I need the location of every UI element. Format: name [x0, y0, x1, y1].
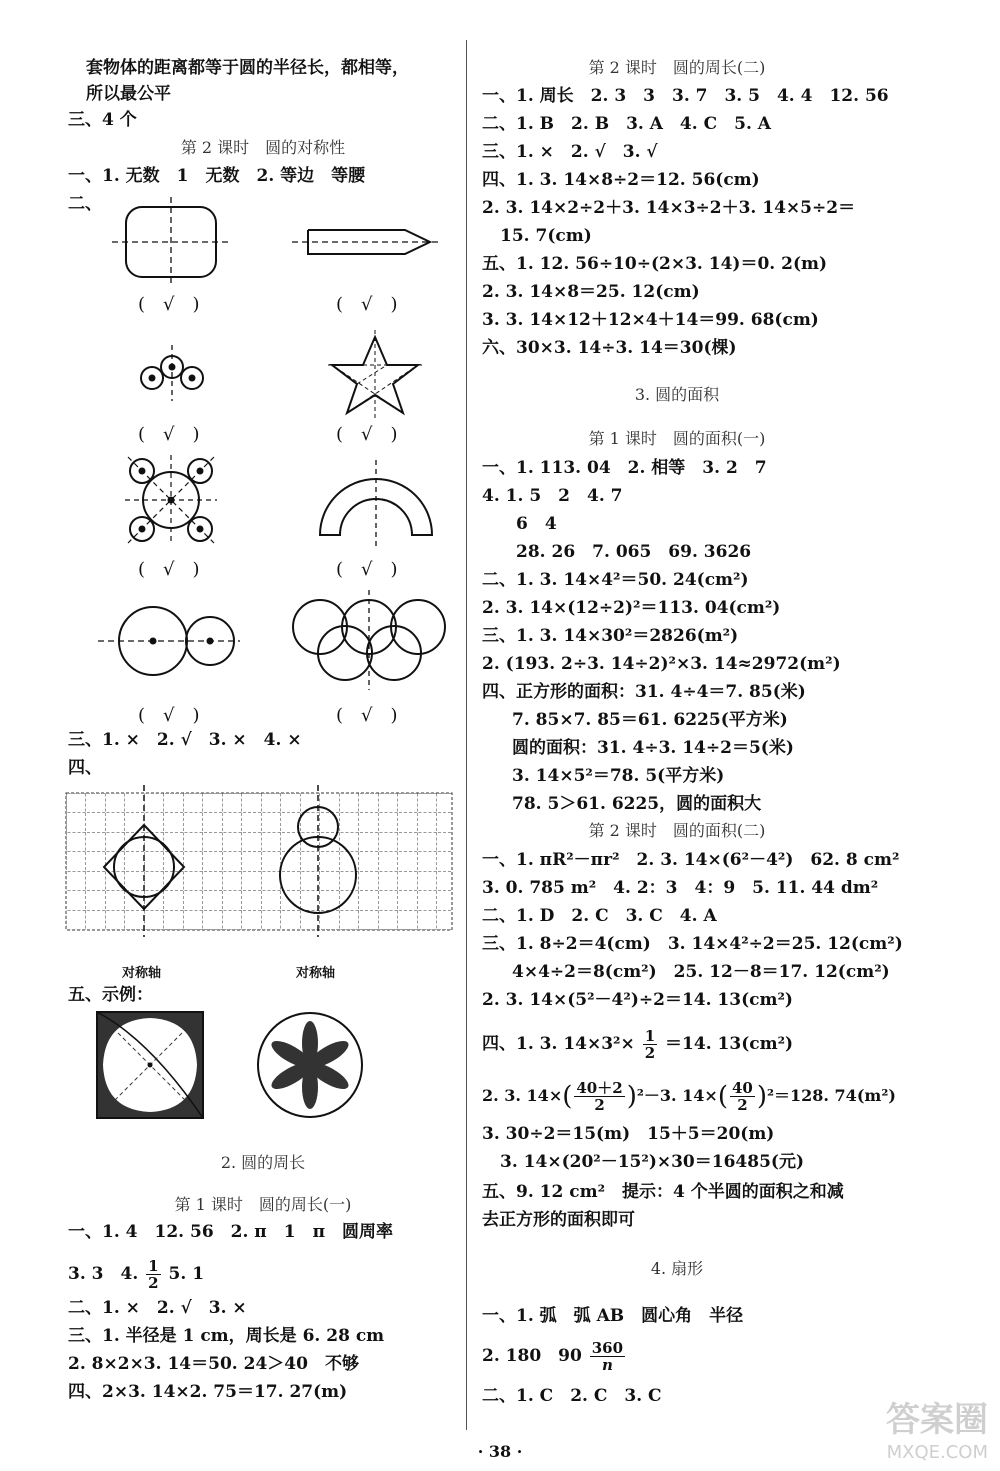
star-figure: [328, 330, 422, 420]
text-line: 三、1. 半径是 1 cm，周长是 6. 28 cm: [68, 1326, 385, 1346]
text-line: 三、1. × 2. √ 3. √: [482, 142, 658, 162]
fraction: $\frac{1}{2}$: [148, 1257, 159, 1292]
text-line: 四、1. 3. 14×3²× $\frac{1}{2}$ ＝14. 13(cm²): [482, 1027, 794, 1062]
answer-check: ( √ ): [336, 424, 398, 445]
text-line: 一、1. 4 12. 56 2. π 1 π 圆周率: [68, 1222, 394, 1242]
text-line: 四、正方形的面积：31. 4÷4＝7. 85(米): [482, 682, 806, 702]
text-line: 3. 3. 14×12＋12×4＋14＝99. 68(cm): [482, 310, 819, 330]
arch-figure: [320, 460, 432, 550]
text-line: 五、示例：: [68, 985, 153, 1005]
text-line: 套物体的距离都等于圆的半径长，都相等，: [86, 58, 409, 78]
lesson-heading: 第 2 课时 圆的周长(二): [588, 58, 766, 77]
pencil-figure: [292, 230, 440, 254]
text-line: 3. 0. 785 m² 4. 2：3 4：9 5. 11. 44 dm²: [482, 878, 879, 898]
text-line: 二、1. B 2. B 3. A 4. C 5. A: [482, 114, 771, 134]
section-title: 3. 圆的面积: [634, 385, 720, 404]
text-line: 78. 5＞61. 6225，圆的面积大: [512, 794, 762, 814]
text-line: 4×4÷2＝8(cm²) 25. 12－8＝17. 12(cm²): [512, 962, 890, 982]
text-line: 2. 3. 14×2÷2＋3. 14×3÷2＋3. 14×5÷2＝: [482, 198, 856, 218]
fraction: $\frac{40+2}{2}$: [576, 1079, 623, 1114]
axis-label: 对称轴: [296, 966, 336, 981]
text-line: 六、30×3. 14÷3. 14＝30(棵): [482, 338, 737, 358]
fraction: $\frac{360}{n}$: [591, 1339, 624, 1374]
watermark-url: MXQE.COM: [886, 1442, 988, 1463]
text-line: 三、1. 3. 14×30²＝2826(m²): [482, 626, 739, 646]
text-line: 二、1. C 2. C 3. C: [482, 1386, 662, 1406]
lesson-heading: 第 2 课时 圆的对称性: [180, 138, 346, 157]
section-title: 2. 圆的周长: [220, 1153, 306, 1172]
text-line: 2. 8×2×3. 14＝50. 24＞40 不够: [68, 1354, 359, 1374]
text-line: 所以最公平: [86, 84, 171, 104]
text-line: 6 4: [516, 514, 557, 534]
text-line: 三、4 个: [68, 110, 137, 130]
text-line: 二、1. 3. 14×4²＝50. 24(cm²): [482, 570, 749, 590]
text-line: 2. (193. 2÷3. 14÷2)²×3. 14≈2972(m²): [482, 654, 841, 674]
answer-check: ( √ ): [336, 705, 398, 726]
two-circles-figure: [98, 607, 240, 675]
text-line: 圆的面积：31. 4÷3. 14÷2＝5(米): [512, 738, 794, 758]
text-line: 四、1. 3. 14×8÷2＝12. 56(cm): [482, 170, 760, 190]
text-line: 3. 30÷2＝15(m) 15＋5＝20(m): [482, 1124, 775, 1144]
text-line: 28. 26 7. 065 69. 3626: [516, 542, 752, 562]
rounded-rect-figure: [112, 197, 230, 287]
text-line: 五、1. 12. 56÷10÷(2×3. 14)＝0. 2(m): [482, 254, 828, 274]
lesson-heading: 第 2 课时 圆的面积(二): [588, 821, 766, 840]
text-line: 3. 14×(20²－15²)×30＝16485(元): [500, 1152, 804, 1172]
text-line: 四、2×3. 14×2. 75＝17. 27(m): [68, 1382, 348, 1402]
lesson-heading: 第 1 课时 圆的面积(一): [588, 429, 766, 448]
text-line: 二、1. D 2. C 3. C 4. A: [482, 906, 717, 926]
answer-check: ( √ ): [138, 294, 200, 315]
circle-flower-figure: [258, 1013, 362, 1117]
text-line: 二、: [68, 194, 102, 214]
text-line: 五、9. 12 cm² 提示：4 个半圆的面积之和减: [482, 1182, 844, 1202]
text-line: 四、: [68, 758, 102, 778]
text-line: 二、1. × 2. √ 3. ×: [68, 1298, 247, 1318]
three-circles-figure: [141, 345, 203, 401]
answer-check: ( √ ): [138, 424, 200, 445]
lesson-heading: 第 1 课时 圆的周长(一): [174, 1195, 352, 1214]
text-line: 2. 180 90 $\frac{360}{n}$: [482, 1339, 624, 1374]
page-number: · 38 ·: [477, 1442, 523, 1461]
text-line: 一、1. 周长 2. 3 3 3. 7 3. 5 4. 4 12. 56: [482, 86, 889, 106]
rings-figure: [293, 590, 445, 690]
text-line: 去正方形的面积即可: [482, 1210, 635, 1230]
text-line: 2. 3. 14×(12÷2)²＝113. 04(cm²): [482, 598, 781, 618]
example-figures: [95, 1010, 385, 1122]
fraction: $\frac{40}{2}$: [731, 1079, 753, 1114]
square-petals-figure: [97, 1012, 203, 1118]
answer-check: ( √ ): [336, 294, 398, 315]
text-line: 一、1. 弧 弧 AB 圆心角 半径: [482, 1306, 744, 1326]
text-line: 2. 3. 14×( $\frac{40+2}{2}$ )²－3. 14×( $\frac{40}{2}$ )²＝128. 74(m²): [482, 1079, 896, 1114]
text-line: 15. 7(cm): [500, 226, 592, 246]
text-line: 7. 85×7. 85＝61. 6225(平方米): [512, 710, 788, 730]
text-line: 2. 3. 14×(5²－4²)÷2＝14. 13(cm²): [482, 990, 793, 1010]
grid-figure: [62, 785, 457, 945]
text-line: 3. 3 4. $\frac{1}{2}$ 5. 1: [68, 1257, 205, 1292]
text-line: 三、1. × 2. √ 3. × 4. ×: [68, 730, 302, 750]
answer-check: ( √ ): [138, 705, 200, 726]
symmetry-figures: [80, 195, 460, 735]
text-line: 一、1. πR²－πr² 2. 3. 14×(6²－4²) 62. 8 cm²: [482, 850, 900, 870]
column-divider: [466, 40, 467, 1430]
watermark-logo: 答案圈: [886, 1400, 988, 1440]
text-line: 3. 14×5²＝78. 5(平方米): [512, 766, 725, 786]
text-line: 三、1. 8÷2＝4(cm) 3. 14×4²÷2＝25. 12(cm²): [482, 934, 903, 954]
axis-label: 对称轴: [122, 966, 162, 981]
text-line: 一、1. 113. 04 2. 相等 3. 2 7: [482, 458, 767, 478]
fraction: $\frac{1}{2}$: [644, 1027, 656, 1062]
answer-check: ( √ ): [336, 559, 398, 580]
circle-with-four-circles-figure: [125, 455, 217, 545]
section-title: 4. 扇形: [650, 1259, 704, 1278]
text-line: 一、1. 无数 1 无数 2. 等边 等腰: [68, 166, 366, 186]
text-line: 4. 1. 5 2 4. 7: [482, 486, 623, 506]
text-line: 2. 3. 14×8＝25. 12(cm): [482, 282, 700, 302]
answer-check: ( √ ): [138, 559, 200, 580]
